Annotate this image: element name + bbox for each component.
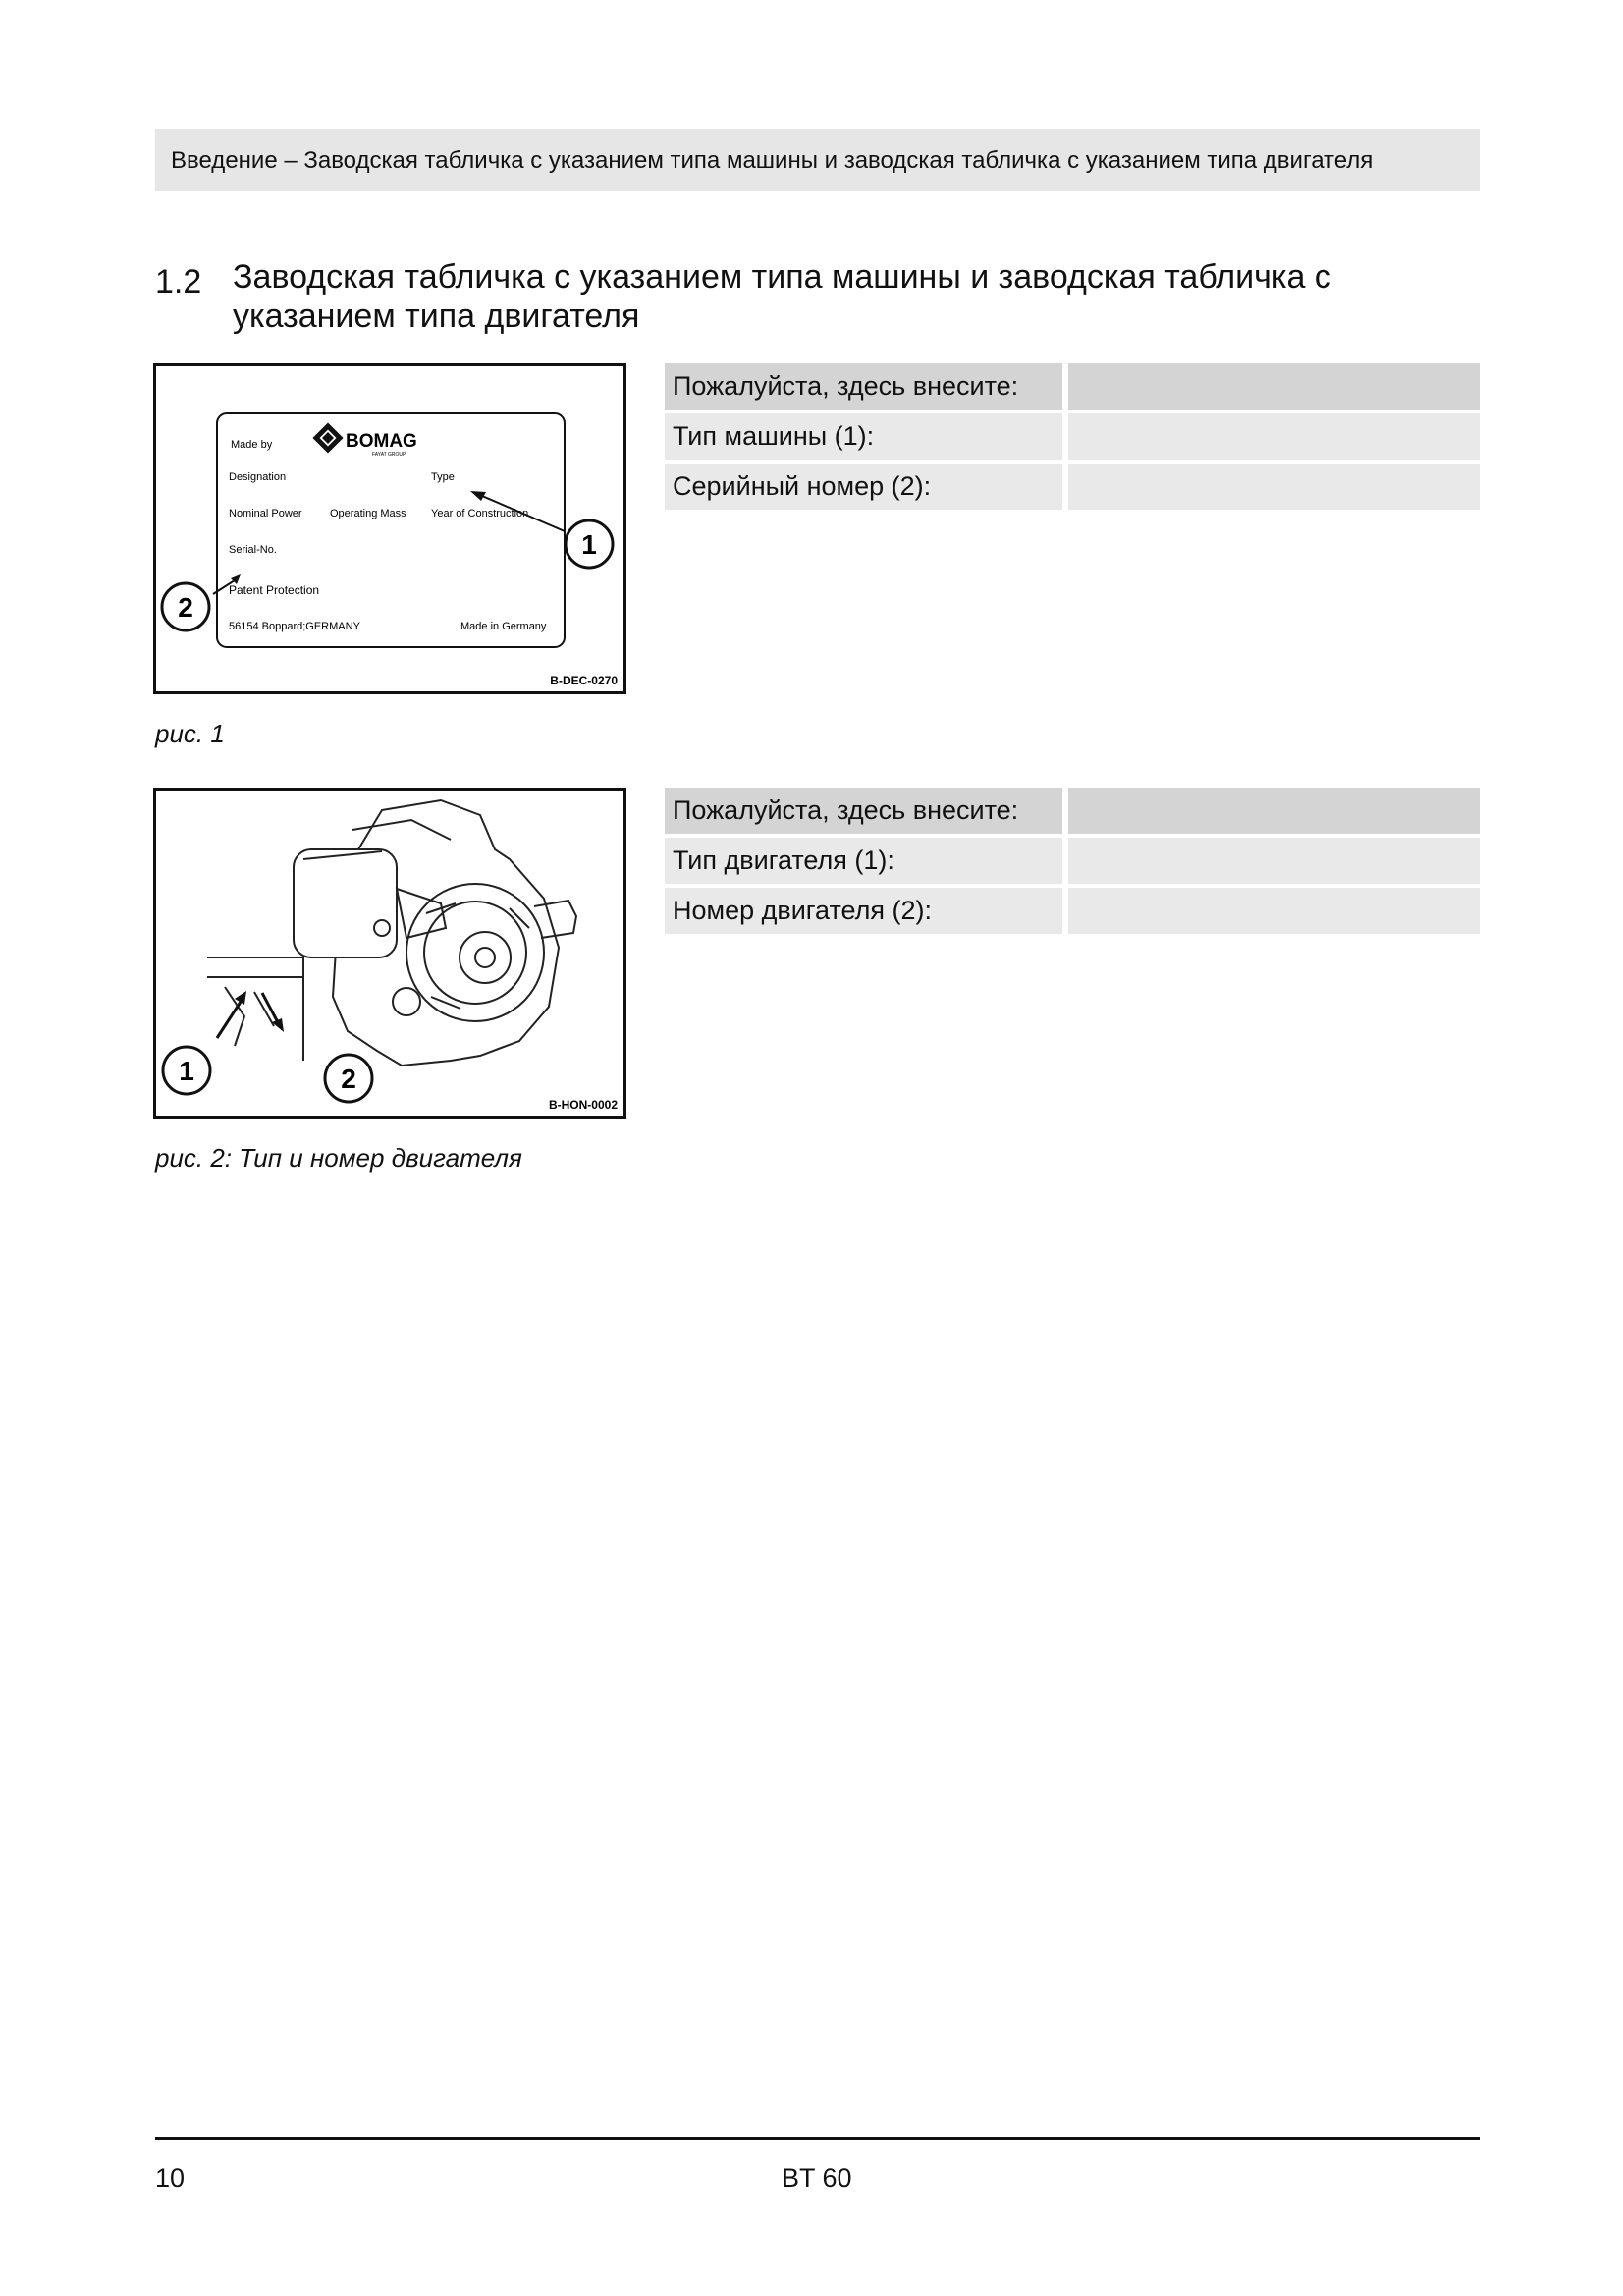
plate-brand-sub: FAYAT GROUP xyxy=(372,452,406,458)
plate-operating-mass: Operating Mass xyxy=(330,508,406,519)
callout-1-label: 1 xyxy=(179,1056,194,1086)
table-row xyxy=(665,888,1480,934)
callout-2-label: 2 xyxy=(341,1064,356,1094)
plate-serial: Serial-No. xyxy=(229,544,277,556)
figure2-caption: рис. 2: Тип и номер двигателя xyxy=(155,1143,522,1173)
figure-machine-plate xyxy=(153,363,626,694)
plate-year: Year of Construction xyxy=(431,508,529,519)
engine-type-label: Тип двигателя (1): xyxy=(665,838,1062,884)
plate-made-in: Made in Germany xyxy=(460,621,547,632)
page-number: 10 xyxy=(155,2163,186,2193)
figure1-caption: рис. 1 xyxy=(155,719,225,748)
serial-number-field[interactable] xyxy=(1068,464,1480,510)
section-title: Заводская табличка с указанием типа машины и заводская табличка с указанием типа двигателя xyxy=(233,258,1331,335)
table-row xyxy=(665,838,1480,884)
plate-patent: Patent Protection xyxy=(229,583,320,597)
plate-made-by: Made by xyxy=(231,439,273,451)
engine-number-field[interactable] xyxy=(1068,888,1480,934)
footer-divider xyxy=(155,2137,1480,2140)
table-row xyxy=(665,788,1480,834)
engine-type-field[interactable] xyxy=(1068,838,1480,884)
table-row xyxy=(665,413,1480,460)
entry-table-engine xyxy=(665,788,1480,938)
machine-type-label: Тип машины (1): xyxy=(665,413,1062,460)
plate-designation: Designation xyxy=(229,471,287,483)
entry-table-machine xyxy=(665,363,1480,514)
plate-type: Type xyxy=(431,471,455,483)
callout-1-label: 1 xyxy=(581,529,597,560)
callout-2 xyxy=(162,583,209,630)
engine-drawing xyxy=(156,791,623,1116)
section-number: 1.2 xyxy=(155,263,202,301)
callout-2-label: 2 xyxy=(178,592,193,623)
table-row xyxy=(665,363,1480,410)
callout-2 xyxy=(325,1055,372,1102)
callout-1 xyxy=(163,1047,210,1094)
figure2-code: B-HON-0002 xyxy=(548,1098,618,1112)
table-header-label: Пожалуйста, здесь внесите: xyxy=(665,363,1062,410)
serial-number-label: Серийный номер (2): xyxy=(665,464,1062,510)
callout-1 xyxy=(566,520,613,568)
plate-nominal-power: Nominal Power xyxy=(229,508,302,519)
entry-field[interactable] xyxy=(1068,363,1480,410)
entry-field[interactable] xyxy=(1068,788,1480,834)
model-name: BT 60 xyxy=(782,2163,852,2193)
figure1-code: B-DEC-0270 xyxy=(550,674,618,687)
figure-engine xyxy=(153,788,626,1119)
engine-number-label: Номер двигателя (2): xyxy=(665,888,1062,934)
running-header-text: Введение – Заводская табличка с указанием типа машины и заводская табличка с указанием типа двигателя xyxy=(171,147,1374,174)
plate-brand: BOMAG xyxy=(346,431,417,452)
plate-address: 56154 Boppard;GERMANY xyxy=(229,621,360,632)
running-header xyxy=(155,129,1480,191)
plate-drawing xyxy=(156,366,623,691)
table-row xyxy=(665,464,1480,510)
machine-type-field[interactable] xyxy=(1068,413,1480,460)
table-header-label: Пожалуйста, здесь внесите: xyxy=(665,788,1062,834)
